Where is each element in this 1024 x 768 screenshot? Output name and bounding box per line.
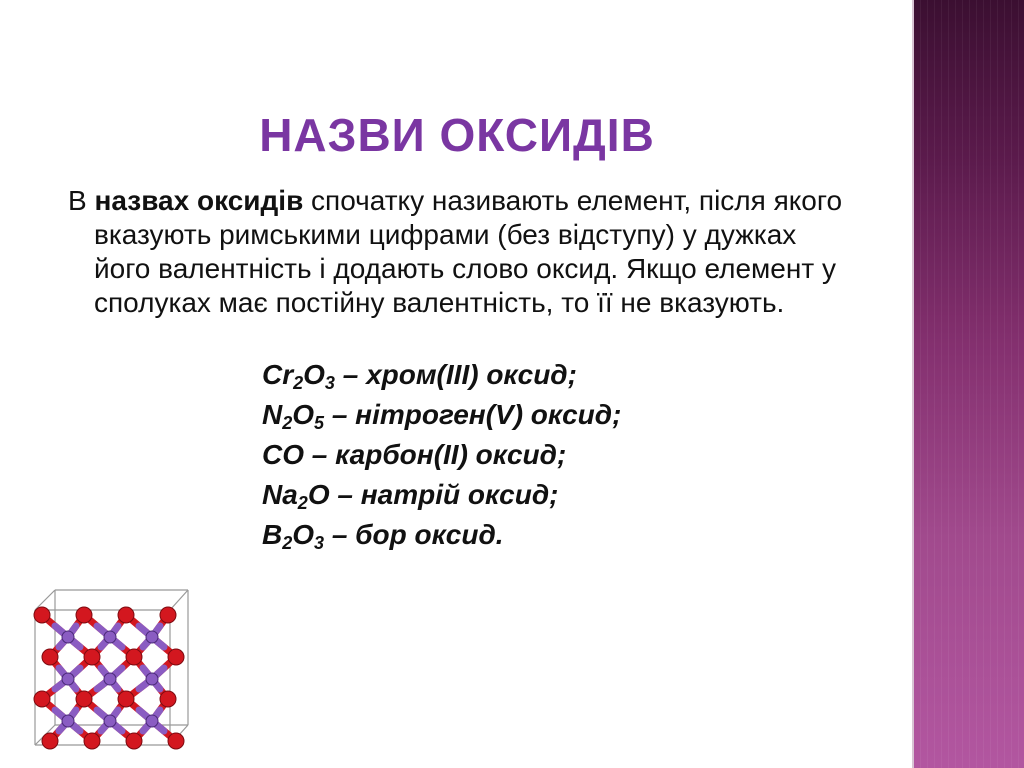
formula-line <box>262 395 621 435</box>
paragraph-bold: назвах оксидів <box>94 185 304 216</box>
formula-subscript: 5 <box>314 413 325 433</box>
oxygen-atom <box>42 733 58 749</box>
oxygen-atom <box>126 649 142 665</box>
oxygen-atom <box>76 691 92 707</box>
metal-atom <box>146 715 158 727</box>
formula-text: – нітроген(V) оксид; <box>324 399 622 430</box>
oxygen-atom <box>160 691 176 707</box>
decorative-side-band <box>914 0 1024 768</box>
metal-atom <box>104 673 116 685</box>
formula-subscript: 3 <box>324 373 335 393</box>
formula-text: – бор оксид. <box>324 519 504 550</box>
oxygen-atom <box>168 733 184 749</box>
metal-atom <box>62 715 74 727</box>
oxygen-atom <box>42 649 58 665</box>
slide-title: НАЗВИ ОКСИДІВ <box>259 109 655 161</box>
formula-list <box>262 355 621 555</box>
oxygen-atom <box>76 607 92 623</box>
formula-text: CO – карбон(ІІ) оксид; <box>262 439 567 470</box>
metal-atom <box>104 715 116 727</box>
body-text <box>68 184 848 320</box>
formula-line <box>262 355 621 395</box>
metal-atom <box>104 631 116 643</box>
formula-line <box>262 435 621 475</box>
formula-subscript: 2 <box>282 413 293 433</box>
metal-atom <box>146 673 158 685</box>
paragraph-lead: В <box>68 185 95 216</box>
formula-subscript: 2 <box>297 493 308 513</box>
formula-text: Na <box>262 479 298 510</box>
formula-subscript: 2 <box>282 533 293 553</box>
formula-text: O – натрій оксид; <box>307 479 559 510</box>
oxygen-atom <box>84 733 100 749</box>
oxygen-atom <box>126 733 142 749</box>
formula-text: B <box>262 519 283 550</box>
formula-text: N <box>262 399 283 430</box>
metal-atom <box>62 673 74 685</box>
formula-subscript: 3 <box>314 533 325 553</box>
metal-atom <box>62 631 74 643</box>
formula-text: – хром(ІІІ) оксид; <box>334 359 577 390</box>
lattice-frame-edge <box>170 590 188 610</box>
body-paragraph <box>68 184 848 320</box>
formula-line <box>262 475 621 515</box>
formula-text: O <box>303 359 325 390</box>
formula-text: O <box>292 519 315 550</box>
oxygen-atom <box>84 649 100 665</box>
metal-atom <box>146 631 158 643</box>
formula-subscript: 2 <box>293 373 304 393</box>
formula-line <box>262 515 621 555</box>
oxygen-atom <box>160 607 176 623</box>
formula-text: Cr <box>262 359 294 390</box>
oxygen-atom <box>118 691 134 707</box>
crystal-lattice-image <box>10 575 195 765</box>
lattice-frame-edge <box>35 590 55 610</box>
formula-text: O <box>292 399 315 430</box>
paragraph-rest: спочатку називають елемент, після якого вказують римськими цифрами (без відступу) у дужках його валентність і додають слово оксид. Якщо елемент у сполуках має постійну валентність, то її не вказують. <box>94 185 843 318</box>
oxygen-atom <box>168 649 184 665</box>
oxygen-atom <box>34 607 50 623</box>
oxygen-atom <box>34 691 50 707</box>
oxygen-atom <box>118 607 134 623</box>
